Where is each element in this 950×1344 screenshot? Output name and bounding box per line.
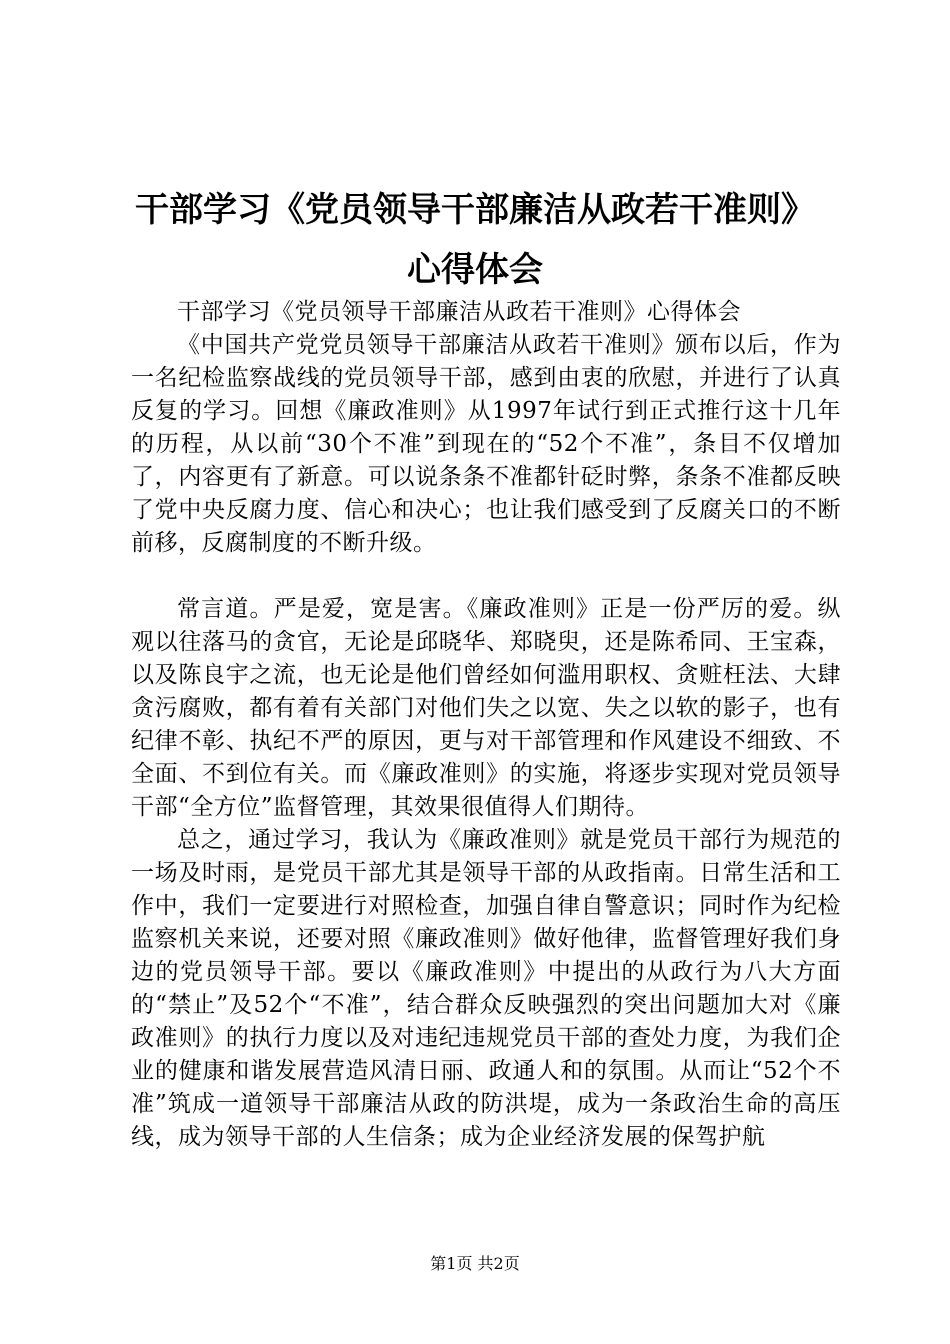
page-footer: 第1页 共2页: [430, 1254, 520, 1273]
document-title-line2: 心得体会: [407, 250, 543, 290]
document-subtitle: 干部学习《党员领导干部廉洁从政若干准则》心得体会: [177, 299, 741, 325]
document-body: [131, 296, 841, 1154]
paragraph-1: 《中国共产党党员领导干部廉洁从政若干准则》颁布以后，作为一名纪检监察战线的党员领导干部，感到由衷的欣慰，并进行了认真反复的学习。回想《廉政准则》从1997年试行到正式推行这十几年的历程，从以前“30个不准”到现在的“52个不准”，条目不仅增加了，内容更有了新意。可以说条条不准都针砭时弊，条条不准都反映了党中央反腐力度、信心和决心；也让我们感受到了反腐关口的不断前移，反腐制度的不断升级。: [131, 332, 841, 556]
paragraph-2: 常言道。严是爱，宽是害。《廉政准则》正是一份严厉的爱。纵观以往落马的贪官，无论是邱晓华、郑晓臾，还是陈希同、王宝森，以及陈良宇之流，也无论是他们曾经如何滥用职权、贪赃枉法、大肆贪污腐败，都有着有关部门对他们失之以宽、失之以软的影子，也有纪律不彰、执纪不严的原因，更与对干部管理和作风建设不细致、不全面、不到位有关。而《廉政准则》的实施，将逐步实现对党员领导干部“全方位”监督管理，其效果很值得人们期待。: [131, 596, 841, 820]
paragraph-3: 总之，通过学习，我认为《廉政准则》就是党员干部行为规范的一场及时雨，是党员干部尤其是领导干部的从政指南。日常生活和工作中，我们一定要进行对照检查，加强自律自警意识；同时作为纪检监察机关来说，还要对照《廉政准则》做好他律，监督管理好我们身边的党员领导干部。要以《廉政准则》中提出的从政行为八大方面的“禁止”及52个“不准”，结合群众反映强烈的突出问题加大对《廉政准则》的执行力度以及对违纪违规党员干部的查处力度，为我们企业的健康和谐发展营造风清日丽、政通人和的氛围。从而让“52个不准”筑成一道领导干部廉洁从政的防洪堤，成为一条政治生命的高压线，成为领导干部的人生信条；成为企业经济发展的保驾护航: [131, 827, 841, 1150]
document-title-line1: 干部学习《党员领导干部廉洁从政若干准则》: [135, 190, 815, 230]
